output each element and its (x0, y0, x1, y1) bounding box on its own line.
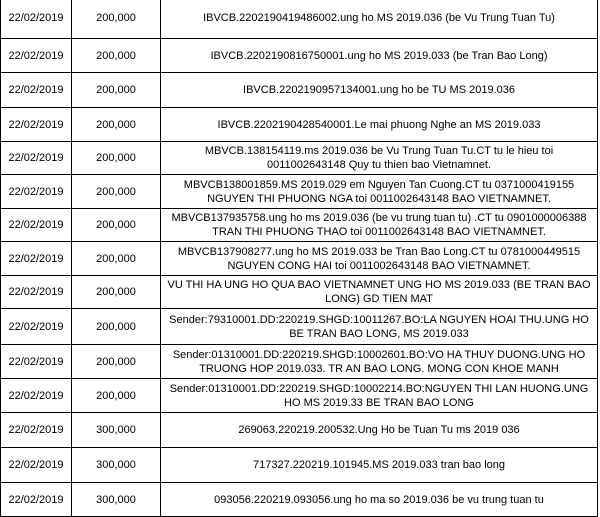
date-cell: 22/02/2019 (1, 108, 72, 142)
amount-cell: 200,000 (72, 242, 161, 276)
date-cell: 22/02/2019 (1, 242, 72, 276)
table-row (1, 413, 598, 448)
amount-cell: 200,000 (72, 108, 161, 142)
table-row (1, 276, 598, 309)
table-row (1, 242, 598, 276)
date-cell: 22/02/2019 (1, 142, 72, 175)
date-cell: 22/02/2019 (1, 39, 72, 73)
description-cell: Sender:01310001.DD:220219.SHGD:10002214.BO:NGUYEN THI LAN HUONG.UNG HO MS 2019.33 BE TRAN BAO LONG (161, 379, 598, 413)
date-cell: 22/02/2019 (1, 379, 72, 413)
table-row (1, 142, 598, 175)
table-row (1, 175, 598, 209)
table-row (1, 345, 598, 379)
table-row (1, 209, 598, 242)
description-cell: IBVCB.2202190957134001.ung ho be TU MS 2019.036 (161, 73, 598, 108)
description-cell: 717327.220219.101945.MS 2019.033 tran bao long (161, 448, 598, 483)
amount-cell: 200,000 (72, 309, 161, 345)
amount-cell: 200,000 (72, 73, 161, 108)
date-cell: 22/02/2019 (1, 175, 72, 209)
table-row (1, 39, 598, 73)
date-cell: 22/02/2019 (1, 276, 72, 309)
table-row (1, 379, 598, 413)
amount-cell: 200,000 (72, 175, 161, 209)
amount-cell: 200,000 (72, 142, 161, 175)
description-cell: IBVCB.2202190419486002.ung ho MS 2019.036 (be Vu Trung Tuan Tu) (161, 0, 598, 39)
table-row (1, 483, 598, 517)
date-cell: 22/02/2019 (1, 448, 72, 483)
date-cell: 22/02/2019 (1, 483, 72, 517)
table-row (1, 0, 598, 39)
description-cell: MBVCB.138154119.ms 2019.036 be Vu Trung Tuan Tu.CT tu le hieu toi 0011002643148 Quy tu thien bao Vietnamnet. (161, 142, 598, 175)
description-cell: 269063.220219.200532.Ung Ho be Tuan Tu ms 2019 036 (161, 413, 598, 448)
description-cell: 093056.220219.093056.ung ho ma so 2019.036 be vu trung tuan tu (161, 483, 598, 517)
date-cell: 22/02/2019 (1, 345, 72, 379)
table-row (1, 448, 598, 483)
description-cell: IBVCB.2202190428540001.Le mai phuong Nghe an MS 2019.033 (161, 108, 598, 142)
table-row (1, 73, 598, 108)
description-cell: MBVCB137908277.ung ho MS 2019.033 be Tran Bao Long.CT tu 0781000449515 NGUYEN CONG HAI toi 0011002643148 BAO VIETNAMNET. (161, 242, 598, 276)
amount-cell: 200,000 (72, 276, 161, 309)
description-cell: MBVCB138001859.MS 2019.029 em Nguyen Tan Cuong.CT tu 0371000419155 NGUYEN THI PHUONG NGA toi 0011002643148 BAO VIETNAMNET. (161, 175, 598, 209)
date-cell: 22/02/2019 (1, 413, 72, 448)
date-cell: 22/02/2019 (1, 0, 72, 39)
table-row (1, 309, 598, 345)
amount-cell: 300,000 (72, 413, 161, 448)
description-cell: Sender:01310001.DD:220219.SHGD:10002601.BO:VO HA THUY DUONG.UNG HO TRUONG HOP 2019.033. TR AN BAO LONG. MONG CON KHOE MANH (161, 345, 598, 379)
date-cell: 22/02/2019 (1, 73, 72, 108)
amount-cell: 200,000 (72, 379, 161, 413)
amount-cell: 200,000 (72, 209, 161, 242)
date-cell: 22/02/2019 (1, 209, 72, 242)
date-cell: 22/02/2019 (1, 309, 72, 345)
amount-cell: 200,000 (72, 345, 161, 379)
donation-table-body (1, 0, 598, 517)
description-cell: VU THI HA UNG HO QUA BAO VIETNAMNET UNG HO MS 2019.033 (BE TRAN BAO LONG) GD TIEN MAT (161, 276, 598, 309)
amount-cell: 300,000 (72, 483, 161, 517)
description-cell: Sender:79310001.DD:220219.SHGD:10011267.BO:LA NGUYEN HOAI THU.UNG HO BE TRAN BAO LONG, MS 2019.033 (161, 309, 598, 345)
table-row (1, 108, 598, 142)
description-cell: IBVCB.2202190816750001.ung ho MS 2019.033 (be Tran Bao Long) (161, 39, 598, 73)
description-cell: MBVCB137935758.ung ho ms 2019.036 (be vu trung tuan tu) .CT tu 0901000006388 TRAN THI PHUONG THAO toi 0011002643148 BAO VIETNAMNET. (161, 209, 598, 242)
amount-cell: 200,000 (72, 39, 161, 73)
amount-cell: 200,000 (72, 0, 161, 39)
amount-cell: 300,000 (72, 448, 161, 483)
